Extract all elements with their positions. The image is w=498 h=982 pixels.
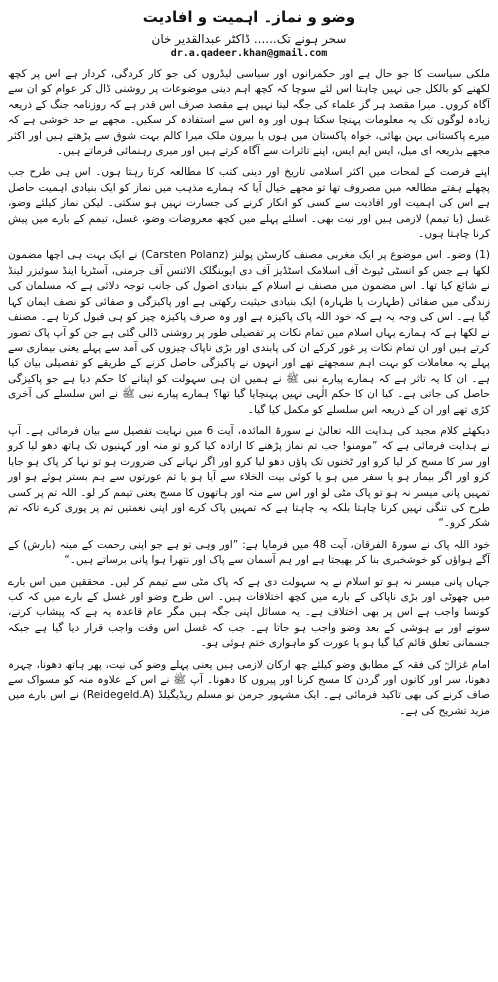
author-email: dr.a.qadeer.khan@gmail.com: [170, 48, 328, 59]
paragraph-6: جہاں پانی میسر نہ ہو تو اسلام نے یہ سہولت دی ہے کہ پاک مٹی سے تیمم کر لیں۔ محققین میں اس بارے میں چھوٹی اور بڑی ناپاکی کے بارے میں کچھ اختلافات ہیں۔ اس طرح وضو اور غسل کے بارے میں کہ کب کونسا واجب ہے اس پر بھی اختلاف ہے۔ یہ مسائل اپنی جگہ ہیں مگر عام قاعدہ یہ ہے کہ پیشاب کرنے، سونے اور بے ہوشی کے بعد وضو واجب ہو جاتا ہے۔ جب کہ غسل اس وقت واجب قرار دیا گیا ہے جبکہ جسمانی تعلق قائم کیا گیا ہو یا عورت کو ماہواری ختم ہوئی ہو۔: [8, 575, 490, 650]
article-title: وضو و نماز۔ اہمیت و افادیت: [142, 8, 356, 26]
paragraph-3: (1) وضو۔ اس موضوع پر ایک مغربی مصنف کارسٹن پولنز (Carsten Polanz) نے ایک بہت ہی اچھا مضمون لکھا ہے جس کو انسٹی ٹیوٹ آف اسلامک اسٹڈیز آف دی ایوینگلک الائنس آف جرمنی، آسٹریا اینڈ سوئیزر لینڈ نے شائع کیا تھا۔ اس مضمون میں مصنف نے اسلام کے بنیادی اصول کی جانب توجہ دلائی ہے کہ مسلمان کی زندگی میں صفائی (طہارت یا طہارہ) ایک بنیادی حیثیت رکھتی ہے اور پاکیزگی و صفائی کو نصف ایمان کہا گیا ہے۔ اس کی وجہ یہ ہے کہ خود اللہ پاک پاکیزہ ہے اور وہ صرف پاکیزہ چیز کو ہی قبول کرتا ہے۔ مصنف نے لکھا ہے کہ ہمارے یہاں اسلام میں تمام نکات پر تفصیلی طور پر روشنی ڈالی گئی ہے جن کو آپ پاک تصور کرتے ہیں اور ان تمام نکات پر غور کرکے ان کی پابندی اور بڑی ناپاک چیزوں کی آمد سے پہلے یعنی بیماری سے پہلے یہ معاملات کو بہت اہم سمجھتے تھے اور انہوں نے پاکیزگی حاصل کرنے کے طریقے کو تفصیلی بیان کیا ہے۔ ان کا یہ تاثر ہے کہ ہمارے پیارے نبی ﷺ نے ہمیں ان ہی سہولت کو اپنانے کا حکم دیا ہے جو پاکیزگی حاصل کی جاتی ہے۔ کیا ان کا حکم الٰہی نہیں پہنچایا گیا تھا؟ ہمارے پیارے نبی ﷺ نے اس سلسلے کی آخری کڑی تھے اور ان کے ذریعہ اس سلسلے کو مکمل کیا گیا۔: [8, 249, 491, 416]
paragraph-1: ملکی سیاست کا جو حال ہے اور حکمرانوں اور سیاسی لیڈروں کی جو کار کردگی، کردار ہے اس پر کچھ لکھنے کو بالکل جی نہیں چاہتا اس لئے سوچا کہ کچھ اہم دینی موضوعات پر روشنی ڈال کر عوام کو ان سے آگاہ کروں۔ میرا مقصد ہر گز علماء کی جگہ لینا نہیں ہے مقصد صرف اس قدر ہے کہ روزنامہ جنگ کے ذریعہ زیادہ لوگوں تک یہ معلومات پہنچا سکتا ہوں اور وہ اس سے استفادہ کر سکیں۔ مجھے بے حد خوشی ہے کہ میرے پاکستانی بہن بھائی، خواہ پاکستان میں ہوں یا بیرون ملک میرا کالم بہت شوق سے پڑھتے ہیں اور اکثر مجھے بذریعہ ای میل، ایس ایم ایس، اپنے تاثرات سے آگاہ کرتے ہیں اور میری رہنمائی فرماتے ہیں۔: [8, 68, 490, 158]
paragraph-4: دیکھئے کلام مجید کی ہدایت اللہ تعالیٰ نے سورۃ المائدہ، آیت 6 میں نہایت تفصیل سے بیان فرمائی ہے۔ آپ نے ہدایت فرمائی ہے کہ ”مومنو! جب تم نماز پڑھنے کا ارادہ کیا کرو تو منہ اور کہنیوں تک ہاتھ دھو لیا کرو اور سر کا مسح کر لیا کرو اور ٹخنوں تک پاؤں دھو لیا کرو اور اگر نہانے کی ضرورت ہو تو نہا کر پاک ہو جایا کرو اور اگر بیمار ہو یا سفر میں ہو یا کوئی بیت الخلاء سے آیا ہو یا تم عورتوں سے ہم بستر ہوئے ہو اور تمہیں پانی میسر نہ ہو تو پاک مٹی لو اور اس سے منہ اور ہاتھوں کا مسح یعنی تیمم کر لو۔ اللہ تم پر کسی طرح کی تنگی نہیں کرنا چاہتا بلکہ یہ چاہتا ہے کہ تمہیں پاک کرے اور اپنی نعمتیں تم پر پوری کرے تاکہ تم شکر کرو۔“: [8, 424, 490, 530]
paragraph-5: خود اللہ پاک نے سورۃ الفرقان، آیت 48 میں فرمایا ہے: ”اور وہی تو ہے جو اپنی رحمت کے مینہ (بارش) کے آگے ہواؤں کو خوشخبری بنا کر بھیجتا ہے اور ہم آسمان سے پاک اور نتھرا ہوا پانی برساتے ہیں۔“: [8, 538, 490, 567]
paragraph-7: امام غزالیؒ کی فقہ کے مطابق وضو کیلئے چھ ارکان لازمی ہیں یعنی پہلے وضو کی نیت، پھر ہاتھ دھونا، چہرہ دھونا، سر اور کانوں اور گردن کا مسح کرنا اور پیروں کا دھونا۔ آپ ﷺ نے اس کے علاوہ منہ کو مسواک سے صاف کرنے کی بھی تاکید فرمائی ہے۔ ایک مشہور جرمن نو مسلم ریڈیگیلڈ (Reidegeld.A) نے اس بارے میں مزید تشریح کی ہے۔: [8, 658, 490, 717]
article-byline: سحر ہونے تک...... ڈاکٹر عبدالقدیر خان: [151, 32, 347, 46]
paragraph-2: اپنے فرصت کے لمحات میں اکثر اسلامی تاریخ اور دینی کتب کا مطالعہ کرتا رہتا ہوں۔ اس ہی طرح جب پچھلے ہفتے مطالعہ میں مصروف تھا تو مجھے خیال آیا کہ ہمارے مذہب میں نماز کو ایک بنیادی اہمیت حاصل ہے اس کی اہمیت اور افادیت سے کسی کو انکار کرنے کی جسارت نہیں ہو سکتی۔ لیکن نماز کیلئے وضو، غسل (یا تیمم) لازمی ہیں اور نیت بھی۔ اسلئے پہلے میں کچھ معروضات وضو، غسل، تیمم کے بارے میں پیش کرنا چاہتا ہوں۔: [8, 166, 490, 241]
